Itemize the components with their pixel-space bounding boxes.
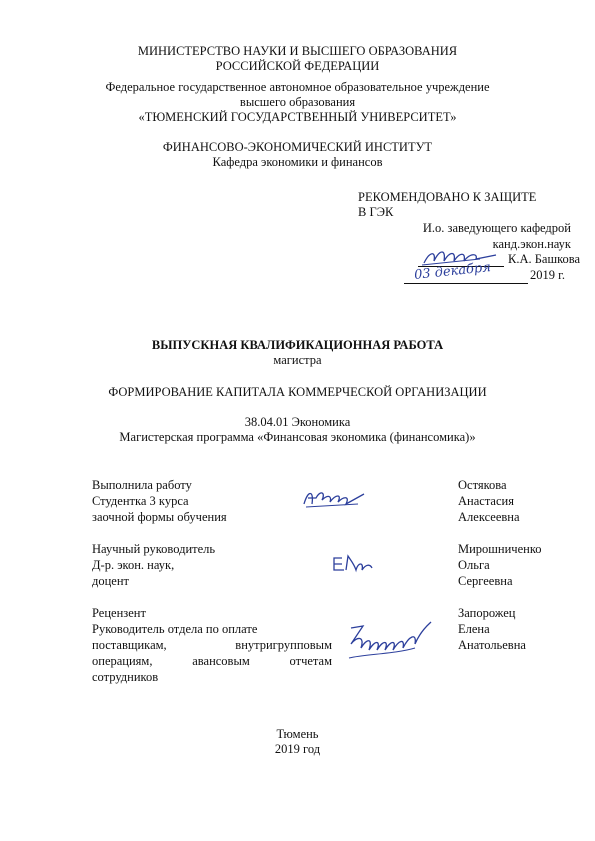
supervisor-signature-icon bbox=[328, 552, 378, 576]
reviewer-label-line: сотрудников bbox=[92, 670, 159, 684]
author-name-line: Анастасия bbox=[458, 494, 514, 508]
reviewer-name-line: Анатольевна bbox=[458, 638, 526, 652]
reviewer-name-line: Запорожец bbox=[458, 606, 516, 620]
ministry-line1: МИНИСТЕРСТВО НАУКИ И ВЫСШЕГО ОБРАЗОВАНИЯ bbox=[137, 44, 458, 58]
approval-line1: РЕКОМЕНДОВАНО К ЗАЩИТЕ bbox=[358, 190, 537, 204]
approval-line2: В ГЭК bbox=[358, 205, 394, 219]
department-name: Кафедра экономики и финансов bbox=[212, 155, 383, 169]
supervisor-label-line: Д-р. экон. наук, bbox=[92, 558, 175, 572]
approval-year: 2019 г. bbox=[530, 268, 565, 282]
reviewer-name bbox=[458, 606, 526, 653]
footer-year: 2019 год bbox=[274, 742, 321, 756]
reviewer-label-line: поставщикам, внутригрупповым bbox=[92, 638, 332, 652]
author-label-line: Студентка 3 курса bbox=[92, 494, 189, 508]
work-program: Магистерская программа «Финансовая экономика (финансомика)» bbox=[119, 430, 476, 444]
author-name-line: Алексеевна bbox=[458, 510, 520, 524]
author-signature-icon bbox=[300, 486, 370, 510]
approval-degree: канд.экон.наук bbox=[492, 237, 571, 251]
reviewer-signature-icon bbox=[345, 618, 435, 668]
supervisor-label-line: Научный руководитель bbox=[92, 542, 216, 556]
work-code: 38.04.01 Экономика bbox=[244, 415, 351, 429]
approval-head-name: К.А. Башкова bbox=[508, 252, 581, 266]
reviewer-labels bbox=[92, 606, 332, 685]
approval-role: И.о. заведующего кафедрой bbox=[422, 221, 571, 235]
supervisor-name-line: Ольга bbox=[458, 558, 490, 572]
reviewer-label-line: Руководитель отдела по оплате bbox=[92, 622, 258, 636]
institution-line1: Федеральное государственное автономное образовательное учреждение bbox=[105, 80, 490, 94]
supervisor-name bbox=[458, 542, 542, 589]
approval-date-line bbox=[404, 283, 528, 284]
university-name: «ТЮМЕНСКИЙ ГОСУДАРСТВЕННЫЙ УНИВЕРСИТЕТ» bbox=[138, 110, 457, 124]
reviewer-label-line: операциям, авансовым отчетам bbox=[92, 654, 332, 668]
supervisor-name-line: Сергеевна bbox=[458, 574, 513, 588]
institution-line2: высшего образования bbox=[239, 95, 356, 109]
work-level: магистра bbox=[273, 353, 322, 367]
ministry-line2: РОССИЙСКОЙ ФЕДЕРАЦИИ bbox=[215, 59, 380, 73]
footer-city: Тюмень bbox=[276, 727, 319, 741]
work-type: ВЫПУСКНАЯ КВАЛИФИКАЦИОННАЯ РАБОТА bbox=[151, 338, 444, 352]
work-title: ФОРМИРОВАНИЕ КАПИТАЛА КОММЕРЧЕСКОЙ ОРГАНИЗАЦИИ bbox=[108, 385, 487, 399]
institute-name: ФИНАНСОВО-ЭКОНОМИЧЕСКИЙ ИНСТИТУТ bbox=[162, 140, 433, 154]
author-label-line: Выполнила работу bbox=[92, 478, 192, 492]
author-name-line: Остякова bbox=[458, 478, 507, 492]
author-label-line: заочной формы обучения bbox=[92, 510, 227, 524]
supervisor-name-line: Мирошниченко bbox=[458, 542, 542, 556]
approval-handwritten-date: 03 декабря bbox=[413, 260, 492, 283]
reviewer-label-line: Рецензент bbox=[92, 606, 146, 620]
supervisor-labels bbox=[92, 542, 262, 589]
author-labels bbox=[92, 478, 252, 525]
supervisor-label-line: доцент bbox=[92, 574, 129, 588]
reviewer-name-line: Елена bbox=[458, 622, 490, 636]
author-name bbox=[458, 478, 520, 525]
